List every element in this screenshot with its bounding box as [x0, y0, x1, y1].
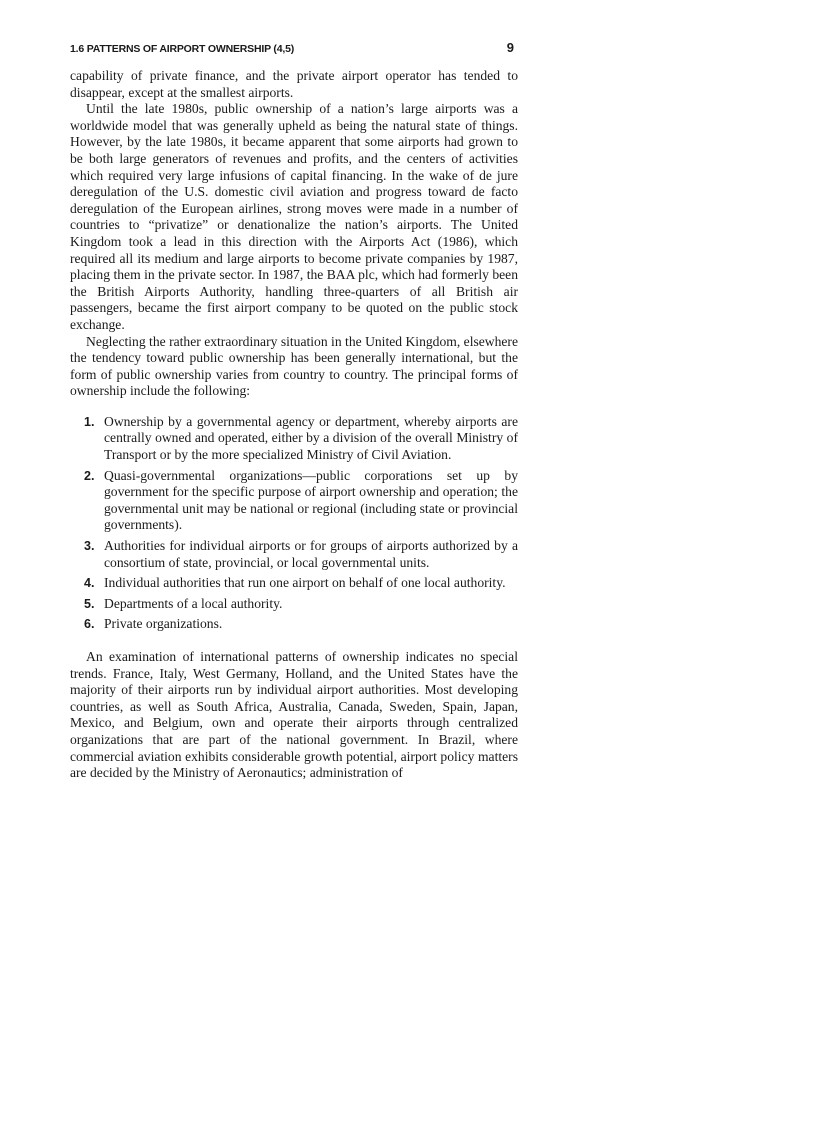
- list-number: 6.: [84, 617, 95, 632]
- paragraph-public-ownership: Neglecting the rather extraordinary situation in the United Kingdom, elsewhere the tendency toward public ownership has been generally international, but the form of public ownership varies from country to country. The principal forms of ownership include the following:: [70, 333, 518, 399]
- paragraph-international-patterns: An examination of international patterns of ownership indicates no special trends. France, Italy, West Germany, Holland, and the United States have the majority of their airports run by individual airport authorities. Most developing countries, as well as South Africa, Australia, Canada, Sweden, Spain, Japan, Mexico, and Belgium, own and operate their airports through centralized organizations that are part of the national government. In Brazil, where commercial aviation exhibits considerable growth potential, airport policy matters are decided by the Ministry of Aeronautics; administration of: [70, 649, 518, 781]
- running-title: 1.6 PATTERNS OF AIRPORT OWNERSHIP (4,5): [70, 43, 295, 55]
- list-item-text: Quasi-governmental organizations—public corporations set up by government for the specific purpose of airport ownership and operation; the governmental unit may be national or regional (including state or provincial governments).: [104, 467, 518, 533]
- list-item: [84, 467, 518, 534]
- list-number: 2.: [84, 468, 95, 483]
- list-item-text: Individual authorities that run one airport on behalf of one local authority.: [104, 575, 506, 591]
- list-item-text: Authorities for individual airports or for groups of airports authorized by a consortium of state, provincial, or local governmental units.: [104, 538, 518, 570]
- list-item: [84, 595, 518, 613]
- paragraph-privatization: Until the late 1980s, public ownership of a nation’s large airports was a worldwide model that was generally upheld as being the natural state of things. However, by the late 1980s, it became apparent that some airports had grown to be both large generators of revenues and profits, and the centers of activities which required very large infusions of capital financing. In the wake of de jure deregulation of the U.S. domestic civil aviation and progress toward de facto deregulation of the European airlines, strong moves were made in a number of countries to “privatize” or denationalize the nation’s airports. The United Kingdom took a lead in this direction with the Airports Act (1986), which required all its medium and large airports to become private companies by 1987, placing them in the private sector. In 1987, the BAA plc, which had formerly been the British Airports Authority, handling three-quarters of all British air passengers, became the first airport company to be quoted on the public stock exchange.: [70, 101, 518, 332]
- ownership-forms-list: [70, 414, 518, 633]
- running-header: [70, 40, 518, 66]
- list-number: 5.: [84, 596, 95, 611]
- list-number: 3.: [84, 539, 95, 554]
- list-item-text: Private organizations.: [104, 616, 223, 632]
- list-item: [84, 538, 518, 571]
- paragraph-continuation: capability of private finance, and the private airport operator has tended to disappear, except at the smallest airports.: [70, 68, 518, 100]
- list-number: 1.: [84, 414, 95, 429]
- list-item: [84, 616, 518, 633]
- list-item-text: Ownership by a governmental agency or department, whereby airports are centrally owned and operated, either by a division of the overall Ministry of Transport or by the more specialized Ministry of Civil Aviation.: [104, 413, 518, 463]
- list-item-text: Departments of a local authority.: [104, 595, 283, 611]
- list-number: 4.: [84, 576, 95, 591]
- list-item: [84, 575, 518, 592]
- list-item: [84, 413, 518, 464]
- page-number: 9: [506, 40, 514, 55]
- book-page: [70, 40, 518, 782]
